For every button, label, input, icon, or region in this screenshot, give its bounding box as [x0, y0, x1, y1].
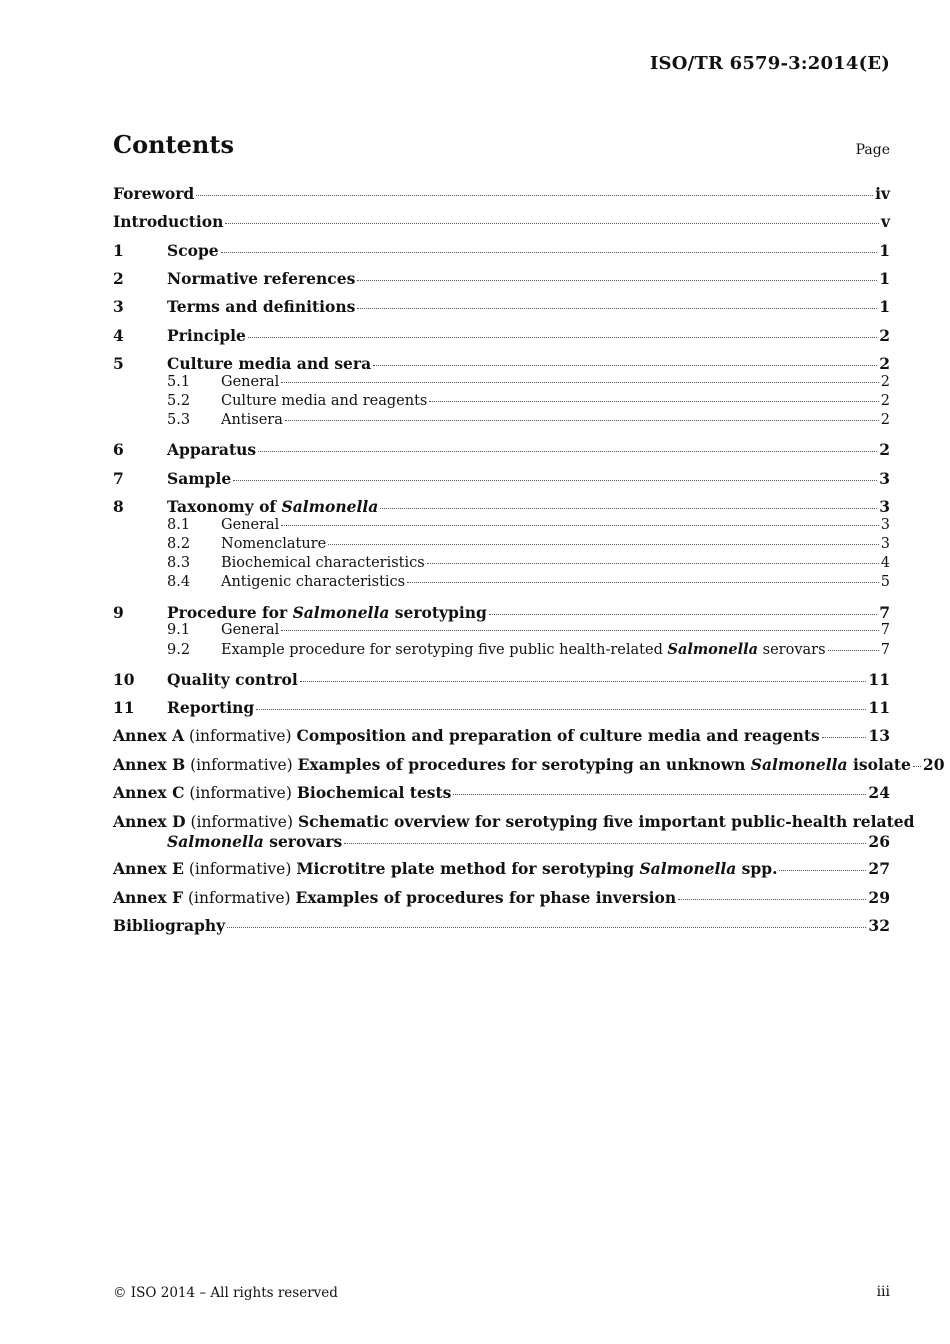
toc-page-number: v	[880, 212, 890, 231]
dot-leader	[357, 280, 877, 281]
toc-entry[interactable]	[113, 603, 890, 622]
toc-entry-title	[221, 536, 326, 552]
toc-entry-annex[interactable]	[113, 859, 890, 878]
toc-entry-title-part: Salmonella	[281, 497, 379, 516]
toc-page-number: 32	[868, 916, 890, 935]
toc-entry-title-part: Biochemical characteristics	[221, 555, 425, 571]
toc-entry-title	[113, 859, 777, 878]
toc-subentry[interactable]	[113, 622, 890, 638]
toc-entry-title	[221, 622, 279, 638]
toc-entry-title-part: Normative references	[167, 269, 356, 288]
toc-entry-title-part: (informative)	[185, 813, 298, 831]
dot-leader	[256, 709, 866, 710]
toc-subentry[interactable]	[113, 574, 890, 590]
toc-entry-title	[113, 726, 820, 745]
toc-page-number: 1	[879, 241, 890, 260]
dot-leader	[281, 382, 878, 383]
toc-entry-title-continued	[167, 832, 890, 851]
toc-entry-title-part: Antigenic characteristics	[221, 574, 406, 590]
toc-entry-title-part: spp.	[736, 859, 778, 878]
toc-page-number: 27	[868, 859, 890, 878]
toc-entry-title-part: Salmonella	[167, 832, 264, 851]
toc-entry-title-part: Procedure for	[167, 603, 293, 622]
toc-page-number: 1	[879, 269, 890, 288]
toc-entry-number: 11	[113, 698, 135, 717]
toc-entry-number: 5.3	[167, 412, 191, 428]
toc-entry-title	[113, 888, 676, 907]
toc-page-number: 11	[868, 698, 890, 717]
toc-subentry[interactable]	[113, 555, 890, 571]
toc-entry-title	[167, 603, 487, 622]
toc-entry-title-part: serotyping	[389, 603, 487, 622]
dot-leader	[913, 766, 921, 767]
dot-leader	[822, 737, 867, 738]
toc-page-number: 24	[868, 783, 890, 802]
toc-entry-annex[interactable]	[113, 812, 915, 852]
toc-page-number: 20	[922, 755, 945, 774]
dot-leader	[225, 223, 879, 224]
toc-page-number: 2	[880, 393, 890, 409]
toc-entry[interactable]	[113, 698, 890, 717]
toc-page-number: 1	[879, 297, 890, 316]
toc-entry-title-part: Annex A	[113, 726, 185, 745]
toc-page-number: 26	[868, 832, 890, 851]
toc-entry[interactable]	[113, 670, 890, 689]
dot-leader	[380, 508, 877, 509]
toc-entry-title	[113, 812, 915, 831]
toc-entry-title	[167, 698, 254, 717]
dot-leader	[281, 630, 878, 631]
toc-entry-number: 9	[113, 603, 124, 622]
toc-subentry[interactable]	[113, 641, 890, 658]
toc-page-number: 3	[879, 469, 890, 488]
toc-entry[interactable]	[113, 184, 890, 203]
toc-entry-title	[113, 212, 223, 231]
toc-subentry[interactable]	[113, 517, 890, 533]
toc-entry-title-part: Microtitre plate method for serotyping	[296, 859, 640, 878]
page-column-label: Page	[855, 142, 890, 158]
toc-entry-title	[167, 440, 256, 459]
toc-entry-title-part: Culture media and reagents	[221, 393, 428, 409]
toc-page-number: 2	[879, 440, 890, 459]
dot-leader	[828, 650, 879, 651]
toc-entry[interactable]	[113, 297, 890, 316]
toc-entry-title-part: Examples of procedures for serotyping an unknown	[297, 755, 751, 774]
toc-entry-number: 6	[113, 440, 124, 459]
dot-leader	[407, 582, 879, 583]
toc-entry-title-part: Example procedure for serotyping five public health-related	[221, 642, 668, 658]
toc-entry-title	[221, 517, 279, 533]
toc-entry[interactable]	[113, 326, 890, 345]
toc-page-number: 7	[880, 622, 890, 638]
toc-entry-title	[167, 297, 355, 316]
toc-entry-title-part: Terms and definitions	[167, 297, 356, 316]
toc-entry-title-part: Taxonomy of	[167, 497, 282, 516]
dot-leader	[248, 337, 877, 338]
toc-entry-title	[221, 412, 283, 428]
toc-page-number: 2	[879, 326, 890, 345]
toc-entry-title-part: Principle	[167, 326, 246, 345]
toc-entry-title	[221, 574, 405, 590]
toc-entry-title-part: Salmonella	[292, 603, 390, 622]
toc-entry[interactable]	[113, 440, 890, 459]
toc-entry-title-part: (informative)	[183, 889, 296, 907]
toc-entry-title-part: (informative)	[184, 727, 297, 745]
document-id: ISO/TR 6579-3:2014(E)	[649, 53, 890, 74]
toc-entry-title-part: Schematic overview for serotyping five important public-health related	[297, 812, 915, 831]
toc-entry-title-part: serovars	[263, 832, 343, 851]
dot-leader	[489, 614, 877, 615]
toc-entry[interactable]	[113, 469, 890, 488]
dot-leader	[373, 365, 877, 366]
toc-entry-title-part: General	[221, 622, 280, 638]
dot-leader	[328, 544, 879, 545]
toc-entry-title	[167, 469, 231, 488]
toc-entry-title	[167, 670, 298, 689]
toc-entry-number: 2	[113, 269, 124, 288]
dot-leader	[357, 308, 877, 309]
toc-entry-title-part: Annex C	[113, 783, 185, 802]
dot-leader	[196, 195, 873, 196]
toc-entry-number: 1	[113, 241, 124, 260]
toc-entry-title-part: Antisera	[221, 412, 283, 428]
toc-entry-title	[113, 783, 451, 802]
toc-entry-annex[interactable]	[113, 726, 890, 745]
toc-entry-title-part: serovars	[758, 642, 826, 658]
toc-entry-title-part: Annex E	[113, 859, 184, 878]
toc-entry-title-part: Foreword	[113, 184, 195, 203]
toc-page-number: 3	[880, 536, 890, 552]
dot-leader	[427, 563, 879, 564]
toc-entry-title-part: Annex B	[113, 755, 186, 774]
toc-entry[interactable]	[113, 916, 890, 935]
toc-entry-title	[221, 374, 279, 390]
dot-leader	[779, 870, 866, 871]
toc-entry-number: 5	[113, 354, 124, 373]
toc-entry[interactable]	[113, 212, 890, 231]
toc-subentry[interactable]	[113, 412, 890, 428]
toc-entry[interactable]	[113, 241, 890, 260]
toc-entry-title-part: Salmonella	[750, 755, 848, 774]
toc-entry-title-part: General	[221, 517, 280, 533]
toc-entry-number: 9.1	[167, 622, 191, 638]
toc-entry-title	[113, 184, 194, 203]
toc-subentry[interactable]	[113, 374, 890, 390]
toc-entry-annex[interactable]	[113, 783, 890, 802]
contents-heading	[113, 130, 890, 164]
toc-entry-number: 5.1	[167, 374, 191, 390]
toc-entry-annex[interactable]	[113, 888, 890, 907]
dot-leader	[233, 480, 877, 481]
toc-entry-number: 7	[113, 469, 124, 488]
toc-entry-title-part: Salmonella	[667, 641, 759, 658]
toc-entry-number: 8.2	[167, 536, 191, 552]
dot-leader	[281, 525, 878, 526]
toc-subentry[interactable]	[113, 536, 890, 552]
dot-leader	[429, 401, 878, 402]
toc-page-number: 13	[868, 726, 890, 745]
toc-entry-number: 5.2	[167, 393, 191, 409]
toc-page-number: 2	[880, 412, 890, 428]
dot-leader	[300, 681, 867, 682]
dot-leader	[678, 899, 866, 900]
toc-entry-title	[167, 832, 342, 851]
toc-entry-title-part: Bibliography	[113, 916, 226, 935]
toc-entry-title-part: Introduction	[113, 212, 224, 231]
toc-entry-title-part: Salmonella	[639, 859, 737, 878]
toc-entry-title-part: Reporting	[167, 698, 255, 717]
toc-subentry[interactable]	[113, 393, 890, 409]
toc-page-number: 5	[880, 574, 890, 590]
toc-entry-title	[113, 755, 911, 774]
toc-page-number: iv	[875, 184, 890, 203]
toc-entry-number: 3	[113, 297, 124, 316]
toc-entry-number: 10	[113, 670, 135, 689]
toc-entry-title-part: Scope	[167, 241, 219, 260]
toc-entry-number: 9.2	[167, 642, 191, 658]
toc-entry-title	[113, 916, 225, 935]
toc-entry-title-part: Biochemical tests	[296, 783, 452, 802]
toc-entry-number: 8.1	[167, 517, 191, 533]
contents-title: Contents	[113, 130, 234, 159]
toc-entry-title-part: Culture media and sera	[167, 354, 372, 373]
toc-entry[interactable]	[113, 269, 890, 288]
toc-entry-title-part: Sample	[167, 469, 232, 488]
toc-page-number: 11	[868, 670, 890, 689]
page-number: iii	[876, 1284, 890, 1300]
dot-leader	[227, 927, 866, 928]
toc-entry-title-part: isolate	[847, 755, 911, 774]
toc-entry-title-part: Annex F	[113, 888, 184, 907]
toc-entry-title-part: (informative)	[183, 860, 297, 878]
toc-entry-title-part: Nomenclature	[221, 536, 327, 552]
toc-entry-title-part: Examples of procedures for phase inversion	[295, 888, 677, 907]
toc-entry-title-part: Annex D	[113, 812, 186, 831]
toc-entry-title-part: (informative)	[184, 784, 297, 802]
toc-entry-title	[221, 555, 425, 571]
toc-entry-title	[167, 241, 219, 260]
dot-leader	[285, 420, 879, 421]
toc-entry-number: 4	[113, 326, 124, 345]
toc-page-number: 3	[880, 517, 890, 533]
toc-page-number: 4	[880, 555, 890, 571]
toc-page-number: 2	[879, 354, 890, 373]
dot-leader	[453, 794, 866, 795]
dot-leader	[221, 252, 878, 253]
toc-entry-number: 8.3	[167, 555, 191, 571]
toc-entry-title	[167, 326, 246, 345]
toc-entry[interactable]	[113, 497, 890, 516]
toc-entry-number: 8	[113, 497, 124, 516]
dot-leader	[344, 843, 866, 844]
toc-page-number: 7	[879, 603, 890, 622]
toc-entry-title-part: Composition and preparation of culture media and reagents	[296, 726, 820, 745]
toc-entry-title-part: General	[221, 374, 280, 390]
toc-page-number: 7	[880, 642, 890, 658]
copyright-notice: © ISO 2014 – All rights reserved	[113, 1285, 338, 1301]
toc-entry[interactable]	[113, 354, 890, 373]
dot-leader	[258, 451, 877, 452]
toc-entry-title	[221, 393, 427, 409]
toc-entry-title-part: (informative)	[185, 756, 298, 774]
toc-entry-title-part: Apparatus	[167, 440, 257, 459]
toc-page-number: 29	[868, 888, 890, 907]
toc-entry-number: 8.4	[167, 574, 191, 590]
toc-page-number: 2	[880, 374, 890, 390]
toc-page-number: 3	[879, 497, 890, 516]
toc-entry-title	[167, 497, 378, 516]
toc-entry-annex[interactable]	[113, 755, 945, 774]
toc-entry-title	[167, 269, 355, 288]
toc-entry-title	[167, 354, 371, 373]
toc-entry-title	[221, 641, 826, 658]
toc-entry-title-part: Quality control	[167, 670, 298, 689]
